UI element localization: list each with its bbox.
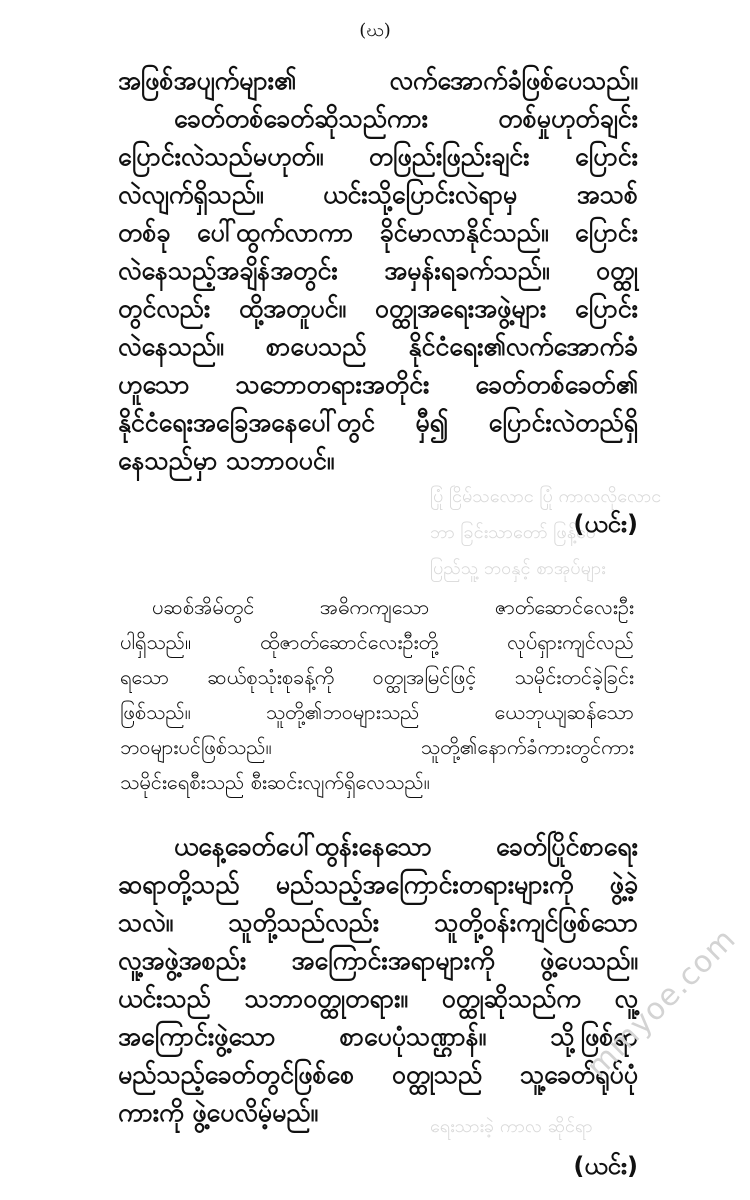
bleed-through-text: ပြည်သူ့ ဘဝနှင့် စာအုပ်များ — [430, 558, 606, 579]
text-line: နေသည်မှာ သဘာဝပင်။ — [118, 446, 335, 475]
quote-line: ဖြစ်သည်။ သူတို့၏ဘဝများသည် ယေဘုယျဆန်သော — [120, 700, 634, 724]
text-line: နိုင်ငံရေးအခြေအနေပေါ်တွင် မှီ၍ ပြောင်းလဲတည်ရှိ — [118, 408, 638, 437]
quote-line: ပါရှိသည်။ ထိုဇာတ်ဆောင်လေးဦးတို့ လုပ်ရှားကျင်လည် — [120, 630, 634, 654]
quote-line: ရသော ဆယ်စုသုံးစုခန့်ကို ဝတ္ထုအမြင်ဖြင့် သမိုင်းတင်ခဲ့ခြင်း — [120, 665, 634, 689]
text-line: ဟူသော သဘောတရားအတိုင်း ခေတ်တစ်ခေတ်၏ — [118, 370, 638, 399]
text-line: အကြောင်းဖွဲ့သော စာပေပုံသဏ္ဌာန်။ သို့ဖြစ်ရာ — [118, 1022, 638, 1051]
paragraph-1 — [118, 62, 638, 480]
quote-line: ပဆစ်အိမ်တွင် အဓိကကျသော ဇာတ်ဆောင်လေးဦး — [152, 595, 634, 619]
text-line: လဲနေသည်။ စာပေသည် နိုင်ငံရေး၏လက်အောက်ခံ — [118, 332, 638, 361]
text-line: ယနေ့ခေတ်ပေါ်ထွန်းနေသော ခေတ်ပြိုင်စာရေး — [174, 832, 638, 861]
text-line: ယင်းသည် သဘာဝတ္ထုတရား။ ဝတ္ထုဆိုသည်က လူ့ — [118, 984, 638, 1013]
quote-line: သမိုင်းရေစီးသည် စီးဆင်းလျက်ရှိလေသည်။ — [120, 770, 430, 794]
quote-line: ဘဝများပင်ဖြစ်သည်။ သူတို့၏နောက်ခံကားတွင်ကား — [120, 735, 634, 759]
paragraph-2 — [118, 828, 638, 1132]
bleed-through-text: ဘာ ခြင်းသာတော် ဖြန့်ဝေ — [430, 522, 596, 543]
bleed-through-text: ရေးသားခဲ့ ကာလ ဆိုင်ရာ — [430, 1116, 593, 1137]
text-line: လဲလျက်ရှိသည်။ ယင်းသို့ပြောင်းလဲရာမှ အသစ် — [118, 180, 638, 209]
text-line: ခေတ်တစ်ခေတ်ဆိုသည်ကား တစ်မှုဟုတ်ချင်း — [174, 104, 638, 133]
page-number: (ဃ) — [359, 20, 391, 41]
signature: (ယင်း) — [573, 1152, 638, 1180]
text-line: ပြောင်းလဲသည်မဟုတ်။ တဖြည်းဖြည်းချင်း ပြောင်း — [118, 142, 638, 171]
text-line: တွင်လည်း ထို့အတူပင်။ ဝတ္ထုအရေးအဖွဲ့များ ပြောင်း — [118, 294, 638, 323]
text-line: သလဲ။ သူတို့သည်လည်း သူတို့ဝန်းကျင်ဖြစ်သော — [118, 908, 638, 937]
watermark: mmyoe.com — [580, 921, 744, 1085]
text-line: မည်သည့်ခေတ်တွင်ဖြစ်စေ ဝတ္ထုသည် သူ့ခေတ်ရုပ်ပုံ — [118, 1060, 638, 1089]
text-line: ဆရာတို့သည် မည်သည့်အကြောင်းတရားများကို ဖွဲ့ခဲ့ — [118, 870, 638, 899]
signature: (ယင်း) — [573, 510, 638, 538]
bleed-through-text: ပြုံ ငြိမ်သလောင ပြုံ ကာလလိုလောင — [430, 486, 662, 507]
text-line: ကားကို ဖွဲ့ပေလိမ့်မည်။ — [118, 1098, 319, 1127]
text-line: လဲနေသည့်အချိန်အတွင်း အမှန်းရခက်သည်။ ဝတ္ထု — [118, 256, 638, 285]
text-line: အဖြစ်အပျက်များ၏ လက်အောက်ခံဖြစ်ပေသည်။ — [118, 66, 638, 95]
text-line: တစ်ခု ပေါ်ထွက်လာကာ ခိုင်မာလာနိုင်သည်။ ပြောင်း — [118, 218, 638, 247]
text-line: လူ့အဖွဲ့အစည်း အကြောင်းအရာများကို ဖွဲ့ပေသည်။ — [118, 946, 638, 975]
quoted-passage — [120, 590, 634, 800]
